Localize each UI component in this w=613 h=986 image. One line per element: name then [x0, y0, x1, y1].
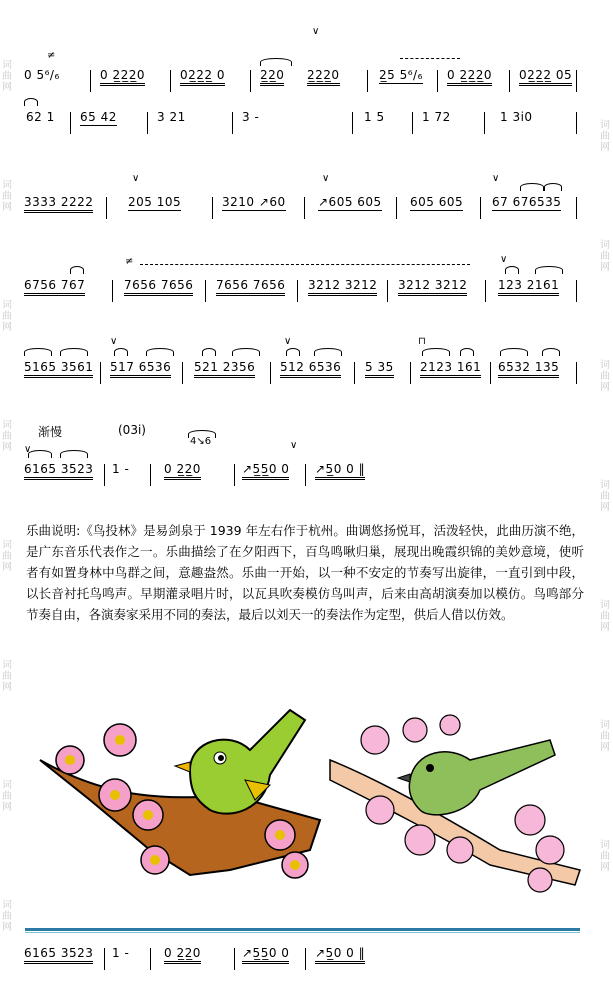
watermark: 词曲网 [2, 660, 12, 693]
measure: 7656 7656 [124, 278, 193, 296]
score-row-5: ∨ ∨ ⊓ 5165 3561 517 6536 521 2356 512 6536 5 35 2123 161 6532 135 [22, 360, 578, 390]
watermark: 词曲网 [2, 540, 12, 573]
measure: 3210 ↗60 [222, 195, 286, 209]
measure: 65 42 [80, 110, 117, 124]
measure: 0 2̲2̲2̲0 [100, 68, 145, 86]
measure: ↗5̲5̲0 0 [242, 462, 289, 480]
score-row-4: ≠ ∨ 6756 767 7656 7656 7656 7656 3212 3212 3212 3212 123 2161 [22, 278, 578, 308]
measure: 0 5⁶/₆ [24, 68, 60, 82]
watermark: 词曲网 [2, 420, 12, 453]
measure: 1 72 [422, 110, 451, 124]
measure: ↗5̲5̲0 0 [242, 946, 289, 964]
watermark: 词曲网 [2, 180, 12, 213]
measure: 3212 3212 [398, 278, 467, 296]
watermark: 词曲网 [2, 900, 12, 933]
watermark: 词曲网 [600, 480, 610, 513]
measure: 1 - [112, 462, 130, 476]
score-row-final [22, 946, 578, 976]
measure: 67 676535 [492, 195, 562, 209]
bird-illustration [30, 700, 585, 900]
measure: ↗5̲0 0 ‖ [315, 946, 365, 964]
measure: 02̲2̲2̲ 05 [519, 68, 572, 86]
measure: 62 1 [26, 110, 55, 124]
measure: 605 605 [410, 195, 464, 209]
measure: 6532 135 [498, 360, 559, 378]
measure: 1 5 [364, 110, 385, 124]
measure: 1 3i0 [500, 110, 533, 124]
score-row-1: ≠ ∨ 0 5⁶/₆ 0 2̲2̲2̲0 02̲2̲2̲ 0 2̲2̲0 2̲2̲2̲0 2̲5 5⁶/₆ 0 2̲2̲2̲0 02̲2̲2̲ 05 [22, 68, 578, 98]
watermark: 词曲网 [600, 720, 610, 753]
music-description: 乐曲说明:《鸟投林》是易剑泉于 1939 年左右作于杭州。曲调悠扬悦耳，活泼轻快，此曲历演不绝，是广东音乐代表作之一。乐曲描绘了在夕阳西下，百鸟鸣啾归巢，展现出晚霞织锦的美妙意境，使听者有如置身林中鸟群之间，意趣盎然。乐曲一开始，以一种不安定的节奏写出旋律，一直引到中段，以长音衬托鸟鸣声。早期灌录唱片时，以瓦具吹奏模仿鸟叫声，后来由高胡演奏加以模仿。鸟鸣部分节奏自由，各演奏家采用不同的奏法，最后以刘天一的奏法作为定型，供后人借以仿效。 [26, 523, 584, 622]
measure: 6756 767 [24, 278, 85, 296]
measure: 7656 7656 [216, 278, 285, 296]
watermark: 词曲网 [600, 600, 610, 633]
watermark: 词曲网 [2, 60, 12, 93]
parenthetical-notes: (03i) [118, 423, 146, 437]
watermark: 词曲网 [600, 360, 610, 393]
measure: 521 2356 [194, 360, 255, 378]
measure: 2̲5 5⁶/₆ [379, 68, 423, 82]
measure: 3 21 [157, 110, 186, 124]
watermark: 词曲网 [600, 240, 610, 273]
measure: 3333 2222 [24, 195, 93, 213]
measure: 3 - [242, 110, 260, 124]
measure: 6165 3523 [24, 946, 93, 964]
measure: ↗605 605 [318, 195, 382, 209]
measure: 123 2161 [498, 278, 559, 296]
divider-line-light [25, 932, 580, 933]
measure: 205 105 [128, 195, 182, 209]
measure: 0 2̲2̲0 [164, 462, 201, 480]
divider-line [25, 928, 580, 931]
measure: ↗5̲0 0 ‖ [315, 462, 365, 480]
measure: 512 6536 [280, 360, 341, 378]
measure: 0 2̲2̲0 [164, 946, 201, 964]
score-row-3: ∨ ∨ ∨ 3333 2222 205 105 3210 ↗60 ↗605 605 605 605 67 676535 [22, 195, 578, 225]
score-row-6: ∨ 4↘6 ∨ 6165 3523 1 - 0 2̲2̲0 ↗5̲5̲0 0 ↗5̲0 0 ‖ [22, 462, 578, 492]
measure: 517 6536 [110, 360, 171, 378]
measure: 1 - [112, 946, 130, 960]
watermark: 词曲网 [600, 840, 610, 873]
watermark: 词曲网 [2, 300, 12, 333]
measure: 2123 161 [420, 360, 481, 378]
tempo-marking: 渐慢 [38, 425, 63, 439]
measure: 2̲2̲2̲0 [307, 68, 340, 86]
measure: 5165 3561 [24, 360, 93, 378]
score-row-2 [22, 110, 578, 140]
measure: 5 35 [365, 360, 394, 378]
watermark: 词曲网 [600, 120, 610, 153]
green-bird-right-illustration [398, 740, 555, 815]
measure: 02̲2̲2̲ 0 [180, 68, 225, 86]
measure: 2̲2̲0 [260, 68, 284, 86]
measure: 3212 3212 [308, 278, 377, 296]
measure: 6165 3523 [24, 462, 93, 480]
measure: 0 2̲2̲2̲0 [447, 68, 492, 86]
watermark: 词曲网 [2, 780, 12, 813]
